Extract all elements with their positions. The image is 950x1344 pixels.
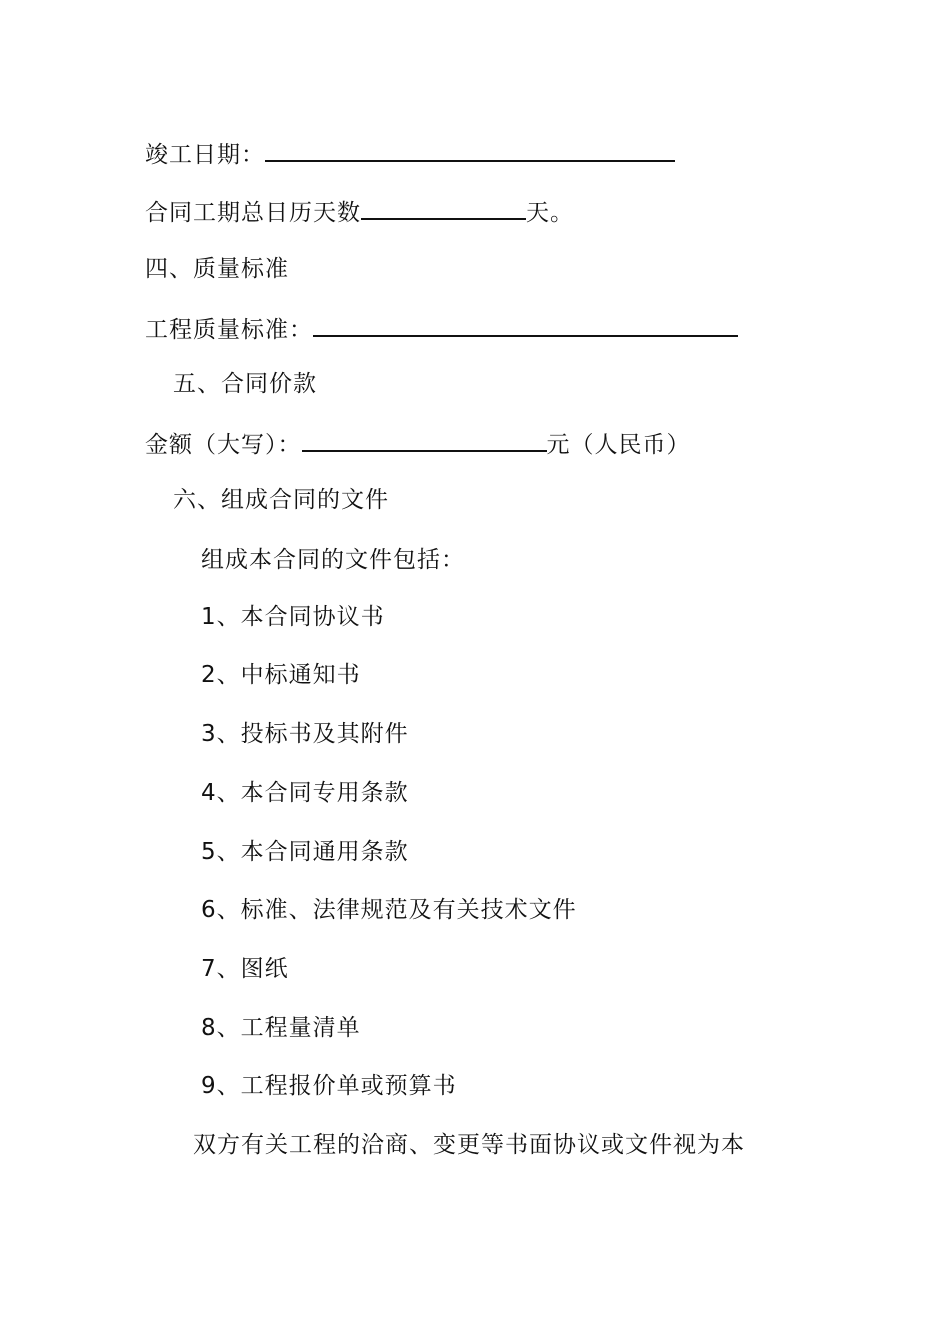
total-days-blank xyxy=(361,196,526,220)
total-days-suffix: 天。 xyxy=(526,200,574,226)
total-days-label: 合同工期总日历天数 xyxy=(145,200,361,226)
completion-date-line xyxy=(145,138,675,170)
section5-heading: 五、合同价款 xyxy=(173,371,317,397)
list-item: 9、工程报价单或预算书 xyxy=(201,1073,457,1099)
quality-standard-label: 工程质量标准： xyxy=(145,317,313,343)
list-item: 2、中标通知书 xyxy=(201,662,361,688)
list-item: 4、本合同专用条款 xyxy=(201,780,409,806)
section6-intro: 组成本合同的文件包括： xyxy=(201,547,465,573)
amount-line xyxy=(145,428,691,460)
amount-suffix: 元（人民币） xyxy=(546,432,691,458)
section6-heading: 六、组成合同的文件 xyxy=(173,487,389,513)
list-item: 7、图纸 xyxy=(201,956,289,982)
closing-paragraph: 双方有关工程的洽商、变更等书面协议或文件视为本 xyxy=(193,1132,745,1158)
completion-date-label: 竣工日期： xyxy=(145,142,265,168)
amount-blank xyxy=(302,428,547,452)
list-item: 1、本合同协议书 xyxy=(201,604,385,630)
quality-standard-line xyxy=(145,313,738,345)
list-item: 6、标准、法律规范及有关技术文件 xyxy=(201,897,577,923)
list-item: 8、工程量清单 xyxy=(201,1015,361,1041)
section4-heading: 四、质量标准 xyxy=(145,256,289,282)
amount-label: 金额（大写）： xyxy=(145,432,302,458)
total-days-line xyxy=(145,196,574,228)
quality-standard-blank xyxy=(313,313,738,337)
list-item: 3、投标书及其附件 xyxy=(201,721,409,747)
completion-date-blank xyxy=(265,138,675,162)
list-item: 5、本合同通用条款 xyxy=(201,839,409,865)
